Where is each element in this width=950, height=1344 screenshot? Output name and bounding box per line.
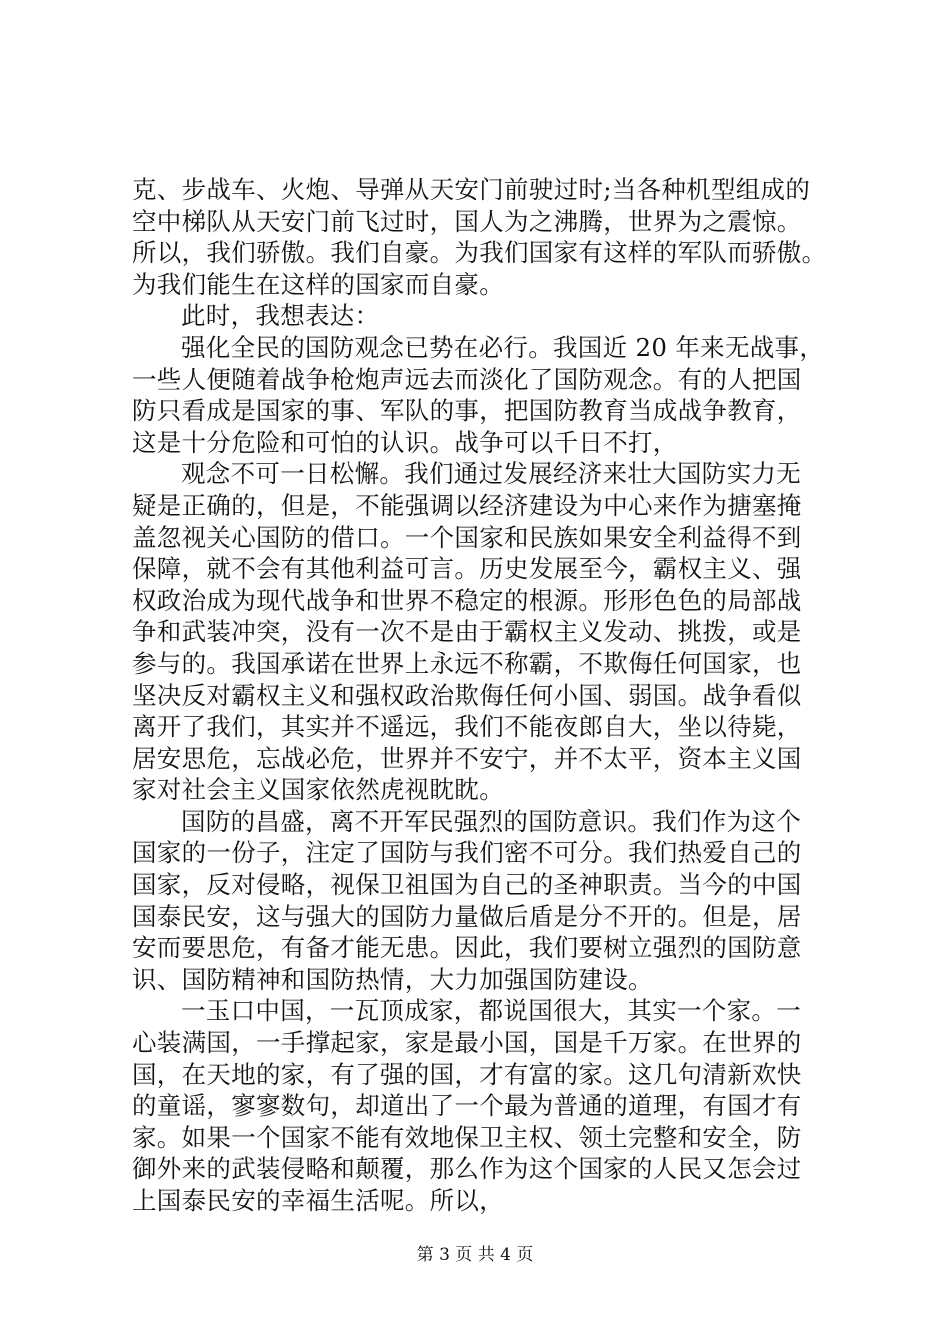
text-line: 国家的一份子，注定了国防与我们密不可分。我们热爱自己的 <box>132 838 802 868</box>
text-line: 的童谣，寥寥数句，却道出了一个最为普通的道理，有国才有 <box>132 1091 802 1121</box>
text-line: 参与的。我国承诺在世界上永远不称霸，不欺侮任何国家，也 <box>132 648 802 678</box>
text-line: 此时，我想表达： <box>181 301 380 331</box>
text-line: 克、步战车、火炮、导弹从天安门前驶过时;当各种机型组成的 <box>132 175 811 204</box>
page-footer: 第 3 页 共 4 页 <box>416 1245 534 1265</box>
text-line: 心装满国，一手撑起家，家是最小国，国是千万家。在世界的 <box>132 1028 802 1058</box>
text-line: 国防的昌盛，离不开军民强烈的国防意识。我们作为这个 <box>181 806 801 836</box>
text-line: 防只看成是国家的事、军队的事，把国防教育当成战争教育， <box>132 396 802 426</box>
text-line: 上国泰民安的幸福生活呢。所以， <box>132 1186 504 1215</box>
text-line: 家。如果一个国家不能有效地保卫主权、领土完整和安全，防 <box>132 1122 802 1152</box>
text-line: 一些人便随着战争枪炮声远去而淡化了国防观念。有的人把国 <box>132 364 802 394</box>
text-line: 识、国防精神和国防热情，大力加强国防建设。 <box>132 964 653 994</box>
text-line: 家对社会主义国家依然虎视眈眈。 <box>132 775 504 805</box>
text-line: 御外来的武装侵略和颠覆，那么作为这个国家的人民又怎会过 <box>132 1154 802 1184</box>
text-line: 为我们能生在这样的国家而自豪。 <box>132 269 504 299</box>
text-line: 国，在天地的家，有了强的国，才有富的家。这几句清新欢快 <box>132 1059 802 1089</box>
text-line: 离开了我们，其实并不遥远，我们不能夜郎自大，坐以待毙， <box>132 712 802 742</box>
text-line: 居安思危，忘战必危，世界并不安宁，并不太平，资本主义国 <box>132 743 802 773</box>
text-line: 所以，我们骄傲。我们自豪。为我们国家有这样的军队而骄傲。 <box>132 238 827 268</box>
text-line: 争和武装冲突，没有一次不是由于霸权主义发动、挑拨，或是 <box>132 617 802 647</box>
text-line: 一玉口中国，一瓦顶成家，都说国很大，其实一个家。一 <box>181 996 801 1026</box>
text-line: 安而要思危，有备才能无患。因此，我们要树立强烈的国防意 <box>132 933 802 963</box>
text-line: 观念不可一日松懈。我们通过发展经济来壮大国防实力无 <box>181 459 801 489</box>
text-line: 权政治成为现代战争和世界不稳定的根源。形形色色的局部战 <box>132 585 802 615</box>
text-line: 盖忽视关心国防的借口。一个国家和民族如果安全利益得不到 <box>132 522 802 552</box>
text-line: 坚决反对霸权主义和强权政治欺侮任何小国、弱国。战争看似 <box>132 680 802 710</box>
text-line: 空中梯队从天安门前飞过时，国人为之沸腾，世界为之震惊。 <box>132 206 802 236</box>
text-line: 疑是正确的，但是，不能强调以经济建设为中心来作为搪塞掩 <box>132 490 802 520</box>
text-line: 这是十分危险和可怕的认识。战争可以千日不打， <box>132 427 678 457</box>
text-line: 国泰民安，这与强大的国防力量做后盾是分不开的。但是，居 <box>132 901 802 931</box>
text-line: 强化全民的国防观念已势在必行。我国近 20 年来无战事， <box>181 332 825 362</box>
document-body <box>132 174 844 1217</box>
text-line: 保障，就不会有其他利益可言。历史发展至今，霸权主义、强 <box>132 554 802 584</box>
text-line: 国家，反对侵略，视保卫祖国为自己的圣神职责。当今的中国 <box>132 870 802 900</box>
